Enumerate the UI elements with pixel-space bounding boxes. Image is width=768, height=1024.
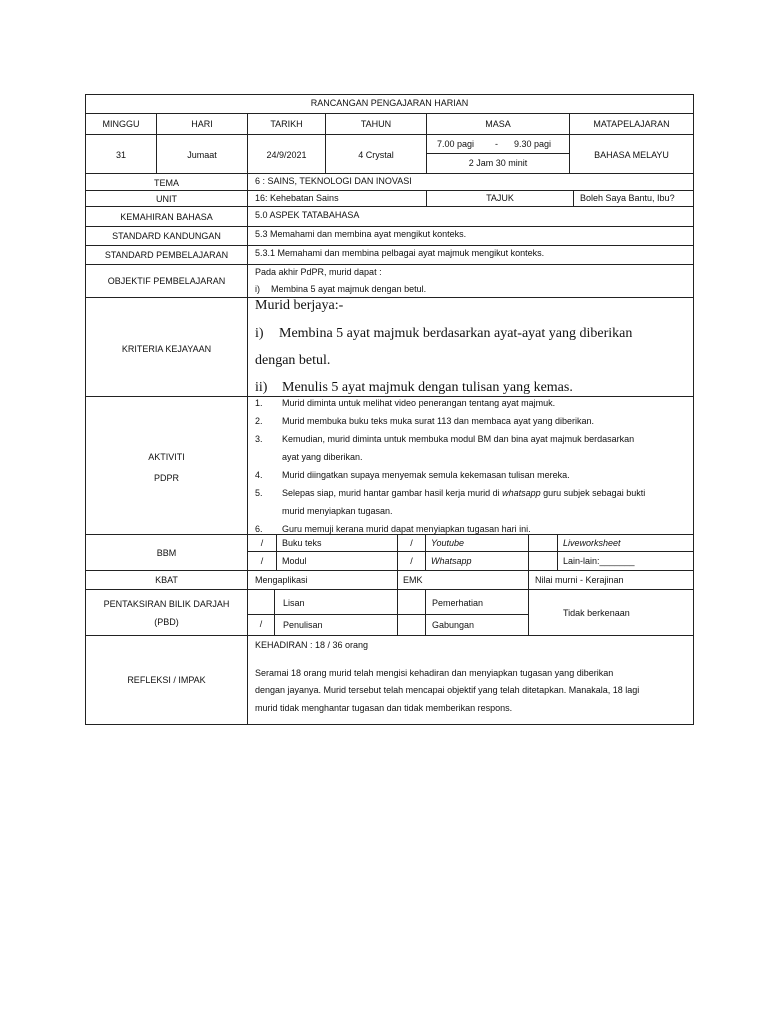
header-hari: HARI [191, 119, 213, 129]
rule [276, 534, 277, 571]
bbm-mark-whatsapp: / [410, 556, 413, 566]
pbd-pemerhatian: Pemerhatian [432, 598, 484, 608]
objektif-num: i) [255, 284, 260, 294]
kemahiran-label: KEMAHIRAN BAHASA [120, 212, 213, 222]
aktiviti-text-1: Murid diminta untuk melihat video penerangan tentang ayat majmuk. [282, 398, 556, 408]
pbd-lisan: Lisan [283, 598, 305, 608]
bbm-liveworksheet: Liveworksheet [563, 538, 621, 548]
objektif-line1: Pada akhir PdPR, murid dapat : [255, 267, 382, 277]
header-matapelajaran: MATAPELAJARAN [593, 119, 670, 129]
rule [528, 589, 529, 636]
bbm-mark-modul: / [260, 556, 264, 566]
sp-value: 5.3.1 Memahami dan membina pelbagai ayat majmuk mengikut konteks. [255, 248, 545, 258]
rule [397, 570, 398, 590]
kriteria-label: KRITERIA KEJAYAAN [121, 344, 212, 354]
header-minggu: MINGGU [102, 119, 140, 129]
emk-label: EMK [403, 575, 423, 585]
refleksi-label: REFLEKSI / IMPAK [127, 675, 206, 685]
bbm-label: BBM [156, 548, 177, 558]
tema-value: 6 : SAINS, TEKNOLOGI DAN INOVASI [255, 176, 412, 186]
kehadiran: KEHADIRAN : 18 / 36 orang [255, 640, 369, 650]
rule [248, 614, 529, 615]
rule [528, 570, 529, 590]
masa-end: 9.30 pagi [514, 139, 552, 149]
kriteria-line2: Membina 5 ayat majmuk berdasarkan ayat-ayat yang diberikan [279, 326, 633, 341]
aktiviti-text-5d: murid menyiapkan tugasan. [282, 506, 393, 516]
aktiviti-text-5c: guru subjek sebagai bukti [540, 488, 646, 498]
masa-dash: - [495, 139, 498, 149]
rule [425, 534, 426, 571]
pbd-gabungan: Gabungan [432, 620, 475, 630]
table-border-right [693, 94, 694, 725]
aktiviti-num-6: 6. [255, 524, 263, 534]
kriteria-line1: Murid berjaya:- [255, 298, 344, 313]
table-border-top [85, 94, 694, 95]
aktiviti-text-5b: whatsapp [502, 488, 541, 498]
refleksi-line-3: murid tidak menghantar tugasan dan tidak memberikan respons. [255, 703, 513, 713]
refleksi-line-1: Seramai 18 orang murid telah mengisi kehadiran dan menyiapkan tugasan yang diberikan [255, 668, 614, 678]
bbm-mark-buku-teks: / [260, 538, 264, 548]
rule [85, 264, 694, 265]
aktiviti-text-3b: ayat yang diberikan. [282, 452, 363, 462]
sk-value: 5.3 Memahami dan membina ayat mengikut konteks. [255, 229, 467, 239]
bbm-buku-teks: Buku teks [282, 538, 322, 548]
refleksi-line-2: dengan jayanya. Murid tersebut telah mencapai objektif yang telah ditetapkan. Manakala, 18 lagi [255, 685, 640, 695]
rule [85, 134, 694, 135]
aktiviti-num-1: 1. [255, 398, 263, 408]
rule [274, 589, 275, 636]
value-minggu: 31 [115, 150, 126, 160]
kbat-label: KBAT [155, 575, 178, 585]
aktiviti-num-4: 4. [255, 470, 263, 480]
rule [85, 297, 694, 298]
bbm-youtube: Youtube [431, 538, 465, 548]
pbd-label: PENTAKSIRAN BILIK DARJAH [103, 599, 230, 609]
aktiviti-num-2: 2. [255, 416, 263, 426]
table-border-bottom [85, 724, 694, 725]
pbd-label-2: (PBD) [154, 617, 179, 627]
aktiviti-text-5a: Selepas siap, murid hantar gambar hasil kerja murid di [282, 488, 503, 498]
header-tarikh: TARIKH [270, 119, 303, 129]
kriteria-num2: ii) [255, 380, 268, 395]
bbm-modul: Modul [282, 556, 307, 566]
pbd-penulisan: Penulisan [283, 620, 323, 630]
pbd-mark-penulisan: / [259, 619, 263, 629]
rule [85, 226, 694, 227]
tajuk-label: TAJUK [486, 193, 514, 203]
aktiviti-text-6: Guru memuji kerana murid dapat menyiapkan tugasan hari ini. [282, 524, 531, 534]
bbm-whatsapp: Whatsapp [431, 556, 472, 566]
kriteria-num1: i) [255, 326, 264, 341]
document-title: RANCANGAN PENGAJARAN HARIAN [310, 98, 469, 108]
rule [397, 589, 398, 636]
aktiviti-num-5: 5. [255, 488, 263, 498]
rule [573, 190, 574, 207]
masa-duration: 2 Jam 30 minit [468, 158, 528, 168]
value-tahun: 4 Crystal [358, 150, 394, 160]
masa-start: 7.00 pagi [437, 139, 475, 149]
rule [85, 206, 694, 207]
kbat-value: Mengaplikasi [255, 575, 308, 585]
rule [247, 113, 248, 725]
pbd-tidak-berkenaan: Tidak berkenaan [563, 608, 630, 618]
value-matapelajaran: BAHASA MELAYU [594, 150, 669, 160]
aktiviti-text-2: Murid membuka buku teks muka surat 113 dan membaca ayat yang diberikan. [282, 416, 594, 426]
rule [85, 173, 694, 174]
kemahiran-value: 5.0 ASPEK TATABAHASA [255, 210, 360, 220]
rule [85, 589, 694, 590]
kriteria-line4: Menulis 5 ayat majmuk dengan tulisan yang kemas. [282, 380, 573, 395]
tajuk-value: Boleh Saya Bantu, Ibu? [580, 193, 675, 203]
sk-label: STANDARD KANDUNGAN [112, 231, 221, 241]
rule [85, 190, 694, 191]
bbm-mark-youtube: / [410, 538, 413, 548]
rule [528, 534, 529, 571]
rule [85, 113, 694, 114]
aktiviti-text-3: Kemudian, murid diminta untuk membuka modul BM dan bina ayat majmuk berdasarkan [282, 434, 635, 444]
rule [85, 570, 694, 571]
objektif-line2: Membina 5 ayat majmuk dengan betul. [271, 284, 427, 294]
aktiviti-num-3: 3. [255, 434, 263, 444]
header-masa: MASA [485, 119, 511, 129]
value-tarikh: 24/9/2021 [266, 150, 307, 160]
aktiviti-text-5 [282, 487, 645, 499]
bbm-lain-lain: Lain-lain:_______ [563, 556, 635, 566]
aktiviti-text-4: Murid diingatkan supaya menyemak semula kekemasan tulisan mereka. [282, 470, 570, 480]
pdpr-label: PDPR [153, 473, 179, 483]
rule [426, 153, 569, 154]
rule [248, 551, 694, 552]
unit-value: 16: Kehebatan Sains [255, 193, 339, 203]
tema-label: TEMA [153, 178, 179, 188]
value-hari: Jumaat [187, 150, 217, 160]
rule [85, 245, 694, 246]
header-tahun: TAHUN [360, 119, 392, 129]
rule [85, 635, 694, 636]
nilai-murni: Nilai murni - Kerajinan [535, 575, 624, 585]
rule [425, 589, 426, 636]
aktiviti-label: AKTIVITI [148, 452, 185, 462]
objektif-label: OBJEKTIF PEMBELAJARAN [107, 276, 226, 286]
kriteria-line3: dengan betul. [255, 353, 331, 368]
unit-label: UNIT [156, 194, 177, 204]
rule [557, 534, 558, 571]
sp-label: STANDARD PEMBELAJARAN [104, 250, 229, 260]
